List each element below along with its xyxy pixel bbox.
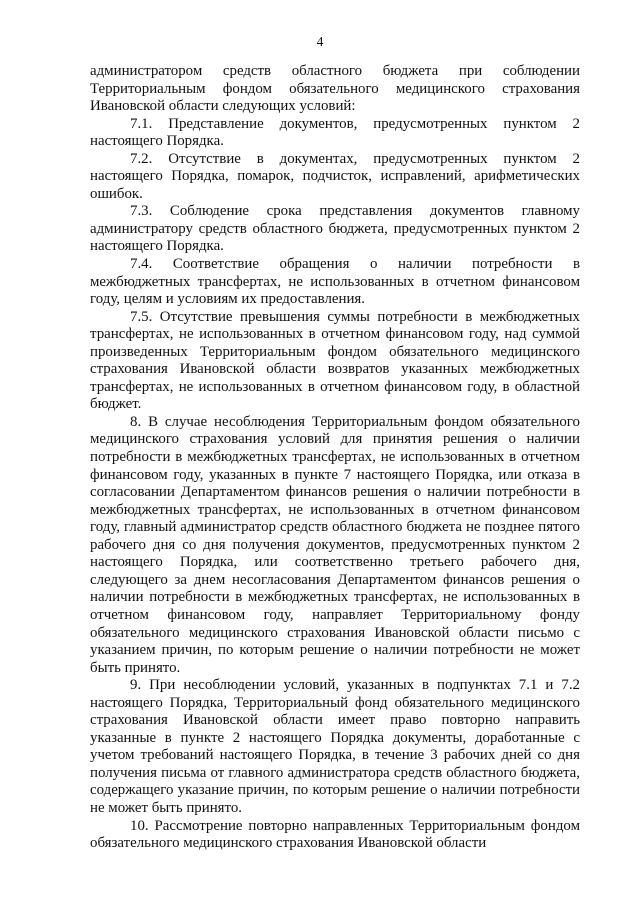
paragraph-7-1: 7.1. Представление документов, предусмотренных пунктом 2 настоящего Порядка. bbox=[90, 115, 580, 150]
paragraph-7-4: 7.4. Соответствие обращения о наличии потребности в межбюджетных трансфертах, не использованных в отчетном финансовом году, целям и условиям их предоставления. bbox=[90, 256, 580, 308]
paragraph-9: 9. При несоблюдении условий, указанных в подпунктах 7.1 и 7.2 настоящего Порядка, Территориальный фонд обязательного медицинского страхования Ивановской области имеет право повторно направить указанные в пункте 2 настоящего Порядка документы, доработанные с учетом требований настоящего Порядка, в течение 3 рабочих дней со дня получения письма от главного администратора средств областного бюджета, содержащего указание причин, по которым решение о наличии потребности не может быть принято. bbox=[90, 677, 580, 816]
paragraph-10: 10. Рассмотрение повторно направленных Территориальным фондом обязательного медицинского страхования Ивановской области bbox=[90, 817, 580, 852]
paragraph-continuation: администратором средств областного бюджета при соблюдении Территориальным фондом обязательного медицинского страхования Ивановской области следующих условий: bbox=[90, 63, 580, 115]
paragraph-7-5: 7.5. Отсутствие превышения суммы потребности в межбюджетных трансфертах, не использованных в отчетном финансовом году, над суммой произведенных Территориальным фондом обязательного медицинского страхования Ивановской области возвратов указанных межбюджетных трансфертах, не использованных в отчетном финансовом году, в областной бюджет. bbox=[90, 308, 580, 413]
document-body bbox=[90, 63, 580, 853]
paragraph-8: 8. В случае несоблюдения Территориальным фондом обязательного медицинского страхования условий для принятия решения о наличии потребности в межбюджетных трансфертах, не использованных в отчетном финансовом году, указанных в пункте 7 настоящего Порядка, или отказа в согласовании Департаментом финансов решения о наличии потребности в межбюджетных трансфертах, не использованных в отчетном финансовом году, главный администратор средств областного бюджета не позднее пятого рабочего дня со дня получения документов, предусмотренных пунктом 2 настоящего Порядка, или соответственно третьего рабочего дня, следующего за днем несогласования Департаментом финансов решения о наличии потребности в межбюджетных трансфертах, не использованных в отчетном финансовом году, направляет Территориальному фонду обязательного медицинского страхования Ивановской области письмо с указанием причин, по которым решение о наличии потребности не может быть принято. bbox=[90, 413, 580, 676]
page-number: 4 bbox=[316, 34, 324, 49]
paragraph-7-2: 7.2. Отсутствие в документах, предусмотренных пунктом 2 настоящего Порядка, помарок, подчисток, исправлений, арифметических ошибок. bbox=[90, 150, 580, 202]
paragraph-7-3: 7.3. Соблюдение срока представления документов главному администратору средств областного бюджета, предусмотренных пунктом 2 настоящего Порядка. bbox=[90, 203, 580, 255]
